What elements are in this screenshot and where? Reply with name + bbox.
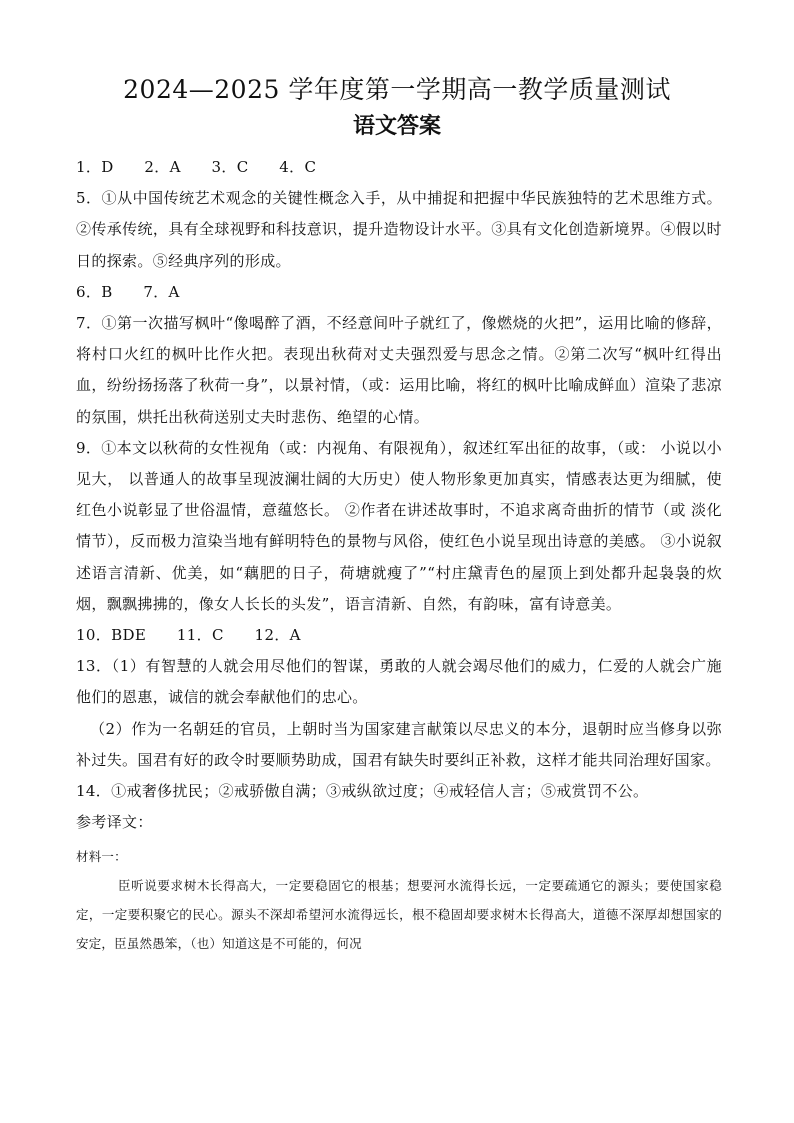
material-label: 材料一：	[76, 849, 127, 865]
answer-q7-detail: 7．①第一次描写枫叶“像喝醉了酒，不经意间叶子就红了，像燃烧的火把”，运用比喻的修辞，将村口火红的枫叶比作火把。表现出秋荷对丈夫强烈爱与思念之情。②第二次写“枫叶红得出血，纷纷扬扬落了秋荷一身”，以景衬情，（或：运用比喻，将红的枫叶比喻成鲜血）渲染了悲凉的氛围，烘托出秋荷送别丈夫时悲伤、绝望的心情。	[76, 314, 722, 426]
answer-q5: 5．①从中国传统艺术观念的关键性概念入手，从中捕捉和把握中华民族独特的艺术思维方式。②传承传统，具有全球视野和科技意识，提升造物设计水平。③具有文化创造新境界。④假以时日的探索。⑤经典序列的形成。	[76, 189, 722, 270]
answer-q10-12: 10．BDE 11．C 12．A	[76, 626, 301, 645]
answer-q13-part1: 13．（1）有智慧的人就会用尽他们的智谋，勇敢的人就会竭尽他们的威力，仁爱的人就会广施他们的恩惠，诚信的就会奉献他们的忠心。	[76, 657, 722, 707]
answer-body	[76, 152, 722, 958]
answer-q6-7: 6．B 7．A	[76, 282, 180, 301]
page-subtitle: 语文答案	[352, 113, 441, 139]
translation-text: 臣听说要求树木长得高大，一定要稳固它的根基；想要河水流得长远，一定要疏通它的源头；要使国家稳定，一定要积聚它的民心。源头不深却希望河水流得远长，根不稳固却要求树木长得高大，道德不深厚却想国家的安定，臣虽然愚笨，（也）知道这是不可能的，何况	[76, 878, 722, 952]
answer-q14: 14．①戒奢侈扰民；②戒骄傲自满；③戒纵欲过度；④戒轻信人言；⑤戒赏罚不公。	[76, 782, 649, 801]
page-title: 2024—2025 学年度第一学期高一教学质量测试	[123, 75, 671, 104]
translation-heading: 参考译文：	[76, 813, 153, 832]
answer-q9: 9．①本文以秋荷的女性视角（或：内视角、有限视角），叙述红军出征的故事，（或： 小说以小见大， 以普通人的故事呈现波澜壮阔的大历史）使人物形象更加真实，情感表达更为细腻，使红色小说彰显了世俗温情，意蕴悠长。 ②作者在讲述故事时，不追求离奇曲折的情节（或 淡化情节），反而极力渲染当地有鲜明特色的景物与风俗，使红色小说呈现出诗意的美感。 ③小说叙述语言清新、优美，如“藕肥的日子，荷塘就瘦了”“村庄黛青色的屋顶上到处都升起袅袅的炊烟，飘飘拂拂的，像女人长长的头发”，语言清新、自然，有韵味，富有诗意美。	[76, 438, 722, 613]
answer-q13-part2: （2）作为一名朝廷的官员，上朝时当为国家建言献策以尽忠义的本分，退朝时应当修身以弥补过失。国君有好的政令时要顺势助成，国君有缺失时要纠正补救，这样才能共同治理好国家。	[76, 719, 722, 769]
answer-q1-4: 1．D 2．A 3．C 4．C	[76, 158, 317, 176]
